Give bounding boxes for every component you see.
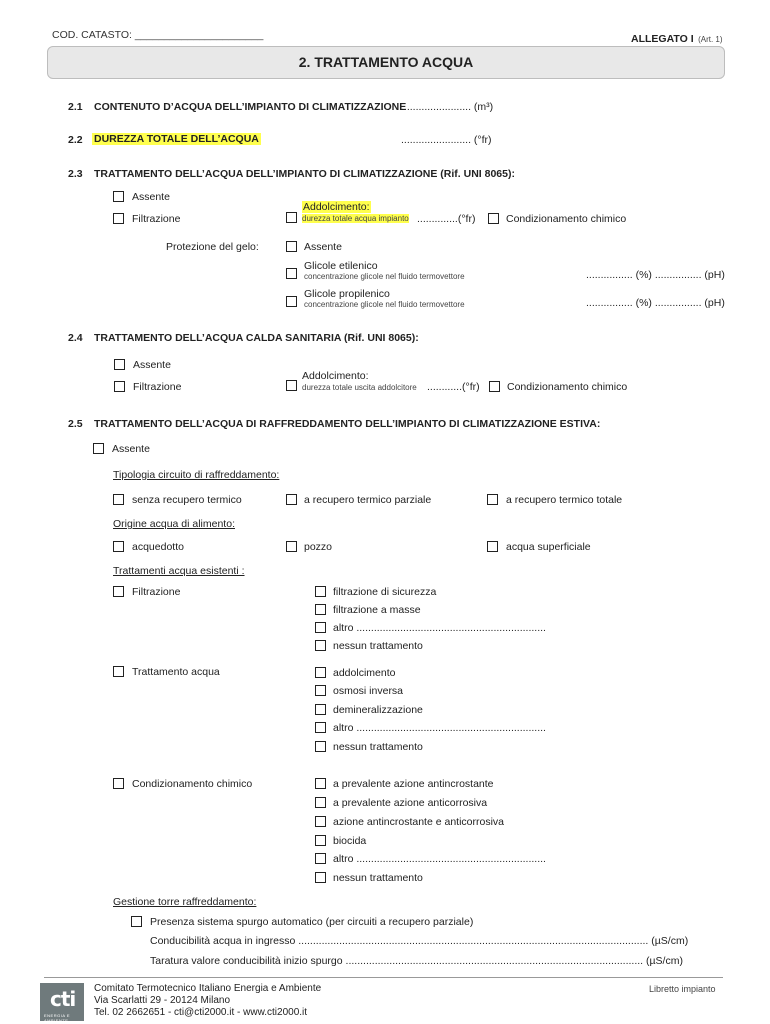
raff-condizionamento-checkbox[interactable] bbox=[113, 778, 124, 789]
origine-option-label: acquedotto bbox=[132, 541, 184, 553]
filtrazione-option-checkbox[interactable] bbox=[315, 640, 326, 651]
glicole-propilenico-checkbox[interactable] bbox=[286, 296, 297, 307]
durezza-impianto-label: durezza totale acqua impianto bbox=[302, 214, 409, 223]
condizionamento-option-label: nessun trattamento bbox=[333, 872, 423, 884]
raff-condizionamento-label: Condizionamento chimico bbox=[132, 778, 253, 790]
condizionamento-option-checkbox[interactable] bbox=[315, 778, 326, 789]
origine-option-label: acqua superficiale bbox=[506, 541, 591, 553]
trattamento-option-label: addolcimento bbox=[333, 667, 396, 679]
trattamento-option-checkbox[interactable] bbox=[315, 667, 326, 678]
condizionamento-label: Condizionamento chimico bbox=[506, 213, 627, 225]
glicole-etilenico-label: Glicole etilenico bbox=[304, 260, 378, 272]
tipologia-option-label: a recupero termico totale bbox=[506, 494, 623, 506]
condizionamento-option-checkbox[interactable] bbox=[315, 816, 326, 827]
trattamento-option-label: nessun trattamento bbox=[333, 741, 423, 753]
page-title: 2. TRATTAMENTO ACQUA bbox=[47, 46, 725, 79]
condizionamento-option-checkbox[interactable] bbox=[315, 797, 326, 808]
section-2-2-label: DUREZZA TOTALE DELL’ACQUA bbox=[94, 133, 259, 145]
footer-address: Via Scarlatti 29 - 20124 Milano bbox=[94, 995, 231, 1006]
cod-catasto: COD. CATASTO: ______________________ bbox=[52, 29, 264, 41]
origine-option-checkbox[interactable] bbox=[487, 541, 498, 552]
tipologia-option-label: a recupero termico parziale bbox=[304, 494, 432, 506]
section-2-4-label: TRATTAMENTO DELL’ACQUA CALDA SANITARIA (Rif. UNI 8065): bbox=[94, 332, 419, 344]
allegato-text: ALLEGATO I bbox=[631, 33, 694, 45]
tipologia-heading: Tipologia circuito di raffreddamento: bbox=[113, 469, 280, 481]
section-2-5-label: TRATTAMENTO DELL’ACQUA DI RAFFREDDAMENTO DELL’IMPIANTO DI CLIMATIZZAZIONE ESTIVA: bbox=[94, 418, 601, 430]
trattamento-option-checkbox[interactable] bbox=[315, 741, 326, 752]
acs-filtrazione-label: Filtrazione bbox=[133, 381, 182, 393]
section-2-2-number: 2.2 bbox=[68, 134, 83, 146]
filtrazione-option-checkbox[interactable] bbox=[315, 604, 326, 615]
trattamenti-heading: Trattamenti acqua esistenti : bbox=[113, 565, 245, 577]
trattamento-option-checkbox[interactable] bbox=[315, 685, 326, 696]
glicole-propilenico-label: Glicole propilenico bbox=[304, 288, 390, 300]
acs-assente-checkbox[interactable] bbox=[114, 359, 125, 370]
durezza-impianto-field[interactable]: ..............(°fr) bbox=[417, 213, 476, 225]
origine-heading: Origine acqua di alimento: bbox=[113, 518, 235, 530]
condizionamento-checkbox[interactable] bbox=[488, 213, 499, 224]
footer-org: Comitato Termotecnico Italiano Energia e Ambiente bbox=[94, 983, 322, 994]
protezione-gelo-label: Protezione del gelo: bbox=[166, 241, 259, 253]
condizionamento-option-label: a prevalente azione antincrostante bbox=[333, 778, 494, 790]
condizionamento-option-label[interactable]: altro ................................................................. bbox=[333, 853, 546, 865]
footer-contact: Tel. 02 2662651 - cti@cti2000.it - www.cti2000.it bbox=[94, 1007, 308, 1018]
acs-addolcimento-checkbox[interactable] bbox=[286, 380, 297, 391]
filtrazione-label: Filtrazione bbox=[132, 213, 181, 225]
gelo-assente-checkbox[interactable] bbox=[286, 241, 297, 252]
acs-condizionamento-checkbox[interactable] bbox=[489, 381, 500, 392]
acs-condizionamento-label: Condizionamento chimico bbox=[507, 381, 628, 393]
filtrazione-option-label: filtrazione di sicurezza bbox=[333, 586, 437, 598]
spurgo-label: Presenza sistema spurgo automatico (per circuiti a recupero parziale) bbox=[150, 916, 474, 928]
tipologia-option-checkbox[interactable] bbox=[113, 494, 124, 505]
section-2-3-number: 2.3 bbox=[68, 168, 83, 180]
acs-filtrazione-checkbox[interactable] bbox=[114, 381, 125, 392]
propilenico-sub-label: concentrazione glicole nel fluido termovettore bbox=[304, 300, 465, 309]
acs-assente-label: Assente bbox=[133, 359, 171, 371]
addolcimento-checkbox[interactable] bbox=[286, 212, 297, 223]
assente-checkbox[interactable] bbox=[113, 191, 124, 202]
addolcimento-label: Addolcimento: bbox=[303, 201, 370, 213]
trattamento-option-label[interactable]: altro ................................................................. bbox=[333, 722, 546, 734]
condizionamento-option-checkbox[interactable] bbox=[315, 872, 326, 883]
allegato-label bbox=[631, 29, 723, 47]
section-2-3-label: TRATTAMENTO DELL’ACQUA DELL’IMPIANTO DI CLIMATIZZAZIONE (Rif. UNI 8065): bbox=[94, 168, 515, 180]
filtrazione-option-label: nessun trattamento bbox=[333, 640, 423, 652]
filtrazione-option-label[interactable]: altro ................................................................. bbox=[333, 622, 546, 634]
trattamento-acqua-checkbox[interactable] bbox=[113, 666, 124, 677]
etilenico-conc-field[interactable]: ................ (%) ................ (pH) bbox=[586, 269, 725, 281]
tipologia-option-checkbox[interactable] bbox=[487, 494, 498, 505]
cti-logo bbox=[40, 983, 84, 1021]
footer-libretto: Libretto impianto bbox=[649, 984, 716, 994]
trattamento-option-label: osmosi inversa bbox=[333, 685, 404, 697]
glicole-etilenico-checkbox[interactable] bbox=[286, 268, 297, 279]
trattamento-option-checkbox[interactable] bbox=[315, 704, 326, 715]
trattamento-acqua-label: Trattamento acqua bbox=[132, 666, 220, 678]
allegato-art: (Art. 1) bbox=[698, 35, 723, 44]
trattamento-option-label: demineralizzazione bbox=[333, 704, 423, 716]
etilenico-sub-label: concentrazione glicole nel fluido termovettore bbox=[304, 272, 465, 281]
acs-durezza-label: durezza totale uscita addolcitore bbox=[302, 383, 417, 392]
contenuto-acqua-field[interactable]: ........................ (m³) bbox=[401, 101, 494, 113]
logo-subtext: ENERGIA E AMBIENTE bbox=[44, 1013, 71, 1023]
filtrazione-checkbox[interactable] bbox=[113, 213, 124, 224]
origine-option-checkbox[interactable] bbox=[286, 541, 297, 552]
acs-durezza-field[interactable]: ............(°fr) bbox=[427, 381, 480, 393]
filtrazione-option-label: filtrazione a masse bbox=[333, 604, 421, 616]
condizionamento-option-checkbox[interactable] bbox=[315, 835, 326, 846]
gelo-assente-label: Assente bbox=[304, 241, 342, 253]
condizionamento-option-label: azione antincrostante e anticorrosiva bbox=[333, 816, 505, 828]
gestione-heading: Gestione torre raffreddamento: bbox=[113, 896, 257, 908]
footer-divider bbox=[44, 977, 723, 978]
raff-assente-label: Assente bbox=[112, 443, 150, 455]
filtrazione-option-checkbox[interactable] bbox=[315, 622, 326, 633]
taratura-field[interactable]: Taratura valore conducibilità inizio spurgo ...................................................................................................... (µS/cm) bbox=[150, 955, 683, 967]
condizionamento-option-label: biocida bbox=[333, 835, 367, 847]
section-2-4-number: 2.4 bbox=[68, 332, 83, 344]
condizionamento-option-checkbox[interactable] bbox=[315, 853, 326, 864]
origine-option-checkbox[interactable] bbox=[113, 541, 124, 552]
raff-assente-checkbox[interactable] bbox=[93, 443, 104, 454]
section-2-5-number: 2.5 bbox=[68, 418, 83, 430]
condizionamento-option-label: a prevalente azione anticorrosiva bbox=[333, 797, 488, 809]
spurgo-checkbox[interactable] bbox=[131, 916, 142, 927]
raff-filtrazione-label: Filtrazione bbox=[132, 586, 181, 598]
acs-addolcimento-label: Addolcimento: bbox=[302, 370, 369, 382]
conducibilita-field[interactable]: Conducibilità acqua in ingresso ........................................................................................................................ (µS/cm) bbox=[150, 935, 689, 947]
raff-filtrazione-checkbox[interactable] bbox=[113, 586, 124, 597]
section-2-1-number: 2.1 bbox=[68, 101, 83, 113]
durezza-acqua-field[interactable]: ........................ (°fr) bbox=[401, 134, 492, 146]
tipologia-option-checkbox[interactable] bbox=[286, 494, 297, 505]
origine-option-label: pozzo bbox=[304, 541, 333, 553]
trattamento-option-checkbox[interactable] bbox=[315, 722, 326, 733]
filtrazione-option-checkbox[interactable] bbox=[315, 586, 326, 597]
tipologia-option-label: senza recupero termico bbox=[132, 494, 242, 506]
assente-label: Assente bbox=[132, 191, 170, 203]
section-2-1-label: CONTENUTO D’ACQUA DELL’IMPIANTO DI CLIMATIZZAZIONE bbox=[94, 101, 407, 113]
propilenico-conc-field[interactable]: ................ (%) ................ (pH) bbox=[586, 297, 725, 309]
logo-text: cti bbox=[50, 987, 76, 1011]
